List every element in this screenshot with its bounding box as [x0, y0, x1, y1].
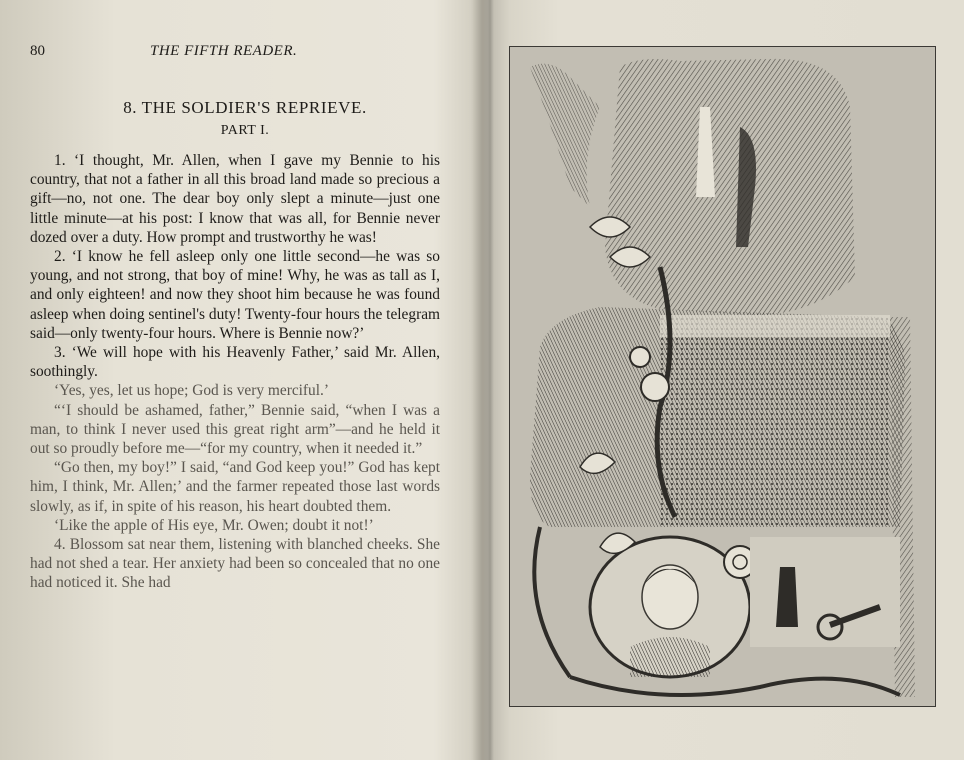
- paragraph-5: “‘I should be ashamed, father,” Bennie said, “when I was a man, to think I never used this great right arm”—and he held it out so proudly before me—“for my country, when it needed it.”: [30, 401, 440, 458]
- chapter-title: 8. THE SOLDIER'S REPRIEVE.: [123, 98, 367, 117]
- body-text: [30, 151, 440, 593]
- paragraph-8: 4. Blossom sat near them, listening with blanched cheeks. She had not shed a tear. Her anxiety had been so concealed that no one had noticed it. She had: [30, 536, 440, 592]
- paragraph-6: “Go then, my boy!” I said, “and God keep you!” God has kept him, I think, Mr. Allen;’ and the farmer repeated those last words slowly, as if, in spite of his reason, his heart doubted them.: [30, 459, 440, 515]
- engraving-illustration-icon: [509, 46, 936, 707]
- paragraph-1: 1. ‘I thought, Mr. Allen, when I gave my Bennie to his country, that not a father in all this broad land made so precious a gift—no, not one. The dear boy only slept a minute—just one little minute—at his post: I know that was all, for Bennie never dozed over a duty. How prompt and trustworthy he was!: [30, 152, 440, 246]
- paragraph-7: ‘Like the apple of His eye, Mr. Owen; doubt it not!’: [54, 516, 374, 534]
- page-number: 80: [30, 43, 45, 59]
- engraving-art: [510, 47, 935, 706]
- part-label: PART I.: [220, 123, 270, 138]
- paragraph-4: ‘Yes, yes, let us hope; God is very merciful.’: [54, 382, 329, 400]
- running-title: THE FIFTH READER.: [150, 43, 298, 59]
- running-head: [30, 43, 450, 63]
- paragraph-2: 2. ‘I know he fell asleep only one little second—he was so young, and not strong, that boy of mine! Why, he was as tall as I, and only eighteen! and now they shoot him because he was found asleep when doing sentinel's duty! Twenty-four hours the telegram said—only twenty-four hours. Where is Bennie now?’: [30, 248, 441, 342]
- paragraph-3: 3. ‘We will hope with his Heavenly Father,’ said Mr. Allen, soothingly.: [30, 344, 440, 381]
